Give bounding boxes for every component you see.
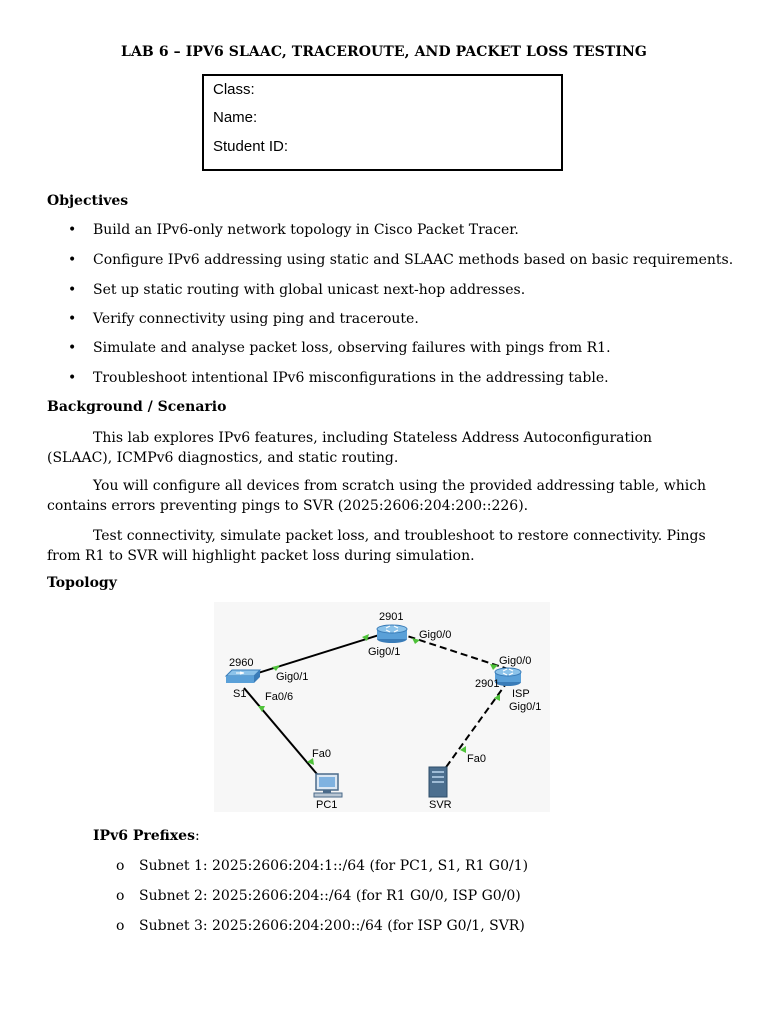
link-light-icon (490, 664, 498, 670)
student-info-box (202, 74, 563, 171)
class-label: Class: (213, 81, 255, 98)
pc-fa0-label: Fa0 (312, 748, 331, 760)
list-item: o Subnet 3: 2025:2606:204:200::/64 (for ISP G0/1, SVR) (116, 918, 525, 934)
objectives-heading: Objectives (47, 193, 129, 209)
bullet-icon: • (68, 311, 77, 327)
circle-bullet-icon: o (116, 918, 125, 934)
list-item: • Verify connectivity using ping and traceroute. (68, 311, 419, 327)
circle-bullet-icon: o (116, 858, 125, 874)
bullet-icon: • (68, 340, 77, 356)
background-paragraph: You will configure all devices from scratch using the provided addressing table, which contains errors preventing pings to SVR (2025:2606:204:200::226). (47, 478, 707, 514)
isp-gig00-label: Gig0/0 (499, 655, 532, 667)
pc1-icon[interactable] (314, 774, 342, 797)
prefixes-heading: IPv6 Prefixes: (93, 828, 200, 844)
topology-svg (214, 602, 550, 812)
switch-fa06-label: Fa0/6 (265, 691, 294, 703)
switch-model-label: 2960 (229, 657, 254, 669)
switch-s1-icon[interactable] (226, 670, 260, 683)
isp-model-label: 2901 (475, 678, 500, 690)
topology-diagram (214, 602, 550, 812)
svr-fa0-label: Fa0 (467, 753, 486, 765)
background-heading: Background / Scenario (47, 399, 227, 415)
list-item: • Simulate and analyse packet loss, observing failures with pings from R1. (68, 340, 611, 356)
server-svr-icon[interactable] (429, 767, 447, 797)
bullet-icon: • (68, 252, 77, 268)
list-item: • Configure IPv6 addressing using static and SLAAC methods based on basic requirements. (68, 252, 734, 268)
topology-heading: Topology (47, 575, 117, 591)
student-id-label: Student ID: (213, 138, 289, 155)
bullet-icon: • (68, 370, 77, 386)
list-item: o Subnet 1: 2025:2606:204:1::/64 (for PC1, S1, R1 G0/1) (116, 858, 529, 874)
bullet-icon: • (68, 282, 77, 298)
isp-gig01-label: Gig0/1 (509, 701, 542, 713)
switch-name-label: S1 (233, 688, 247, 700)
router-r1-icon[interactable] (377, 625, 407, 643)
background-paragraph: Test connectivity, simulate packet loss, and troubleshoot to restore connectivity. Pings from R1 to SVR will highlight packet loss during simulation. (47, 528, 706, 564)
bullet-icon: • (68, 222, 77, 238)
router1-gig01-label: Gig0/1 (368, 646, 401, 658)
list-item: o Subnet 2: 2025:2606:204::/64 (for R1 G0/0, ISP G0/0) (116, 888, 521, 904)
isp-name-label: ISP (512, 688, 530, 700)
router1-gig00-label: Gig0/0 (419, 629, 452, 641)
link-r1-isp (398, 633, 508, 669)
switch-gig01-label: Gig0/1 (276, 671, 309, 683)
list-item: • Troubleshoot intentional IPv6 misconfigurations in the addressing table. (68, 370, 609, 386)
router1-model-label: 2901 (379, 611, 404, 623)
circle-bullet-icon: o (116, 888, 125, 904)
name-label: Name: (213, 109, 258, 126)
lab-title: LAB 6 – IPV6 SLAAC, TRACEROUTE, AND PACKET LOSS TESTING (121, 44, 647, 60)
list-item: • Build an IPv6-only network topology in Cisco Packet Tracer. (68, 222, 519, 238)
pc-name-label: PC1 (316, 799, 338, 811)
svr-name-label: SVR (429, 799, 452, 811)
background-paragraph: This lab explores IPv6 features, including Stateless Address Autoconfiguration (SLAAC), ICMPv6 diagnostics, and static routing. (47, 430, 653, 466)
list-item: • Set up static routing with global unicast next-hop addresses. (68, 282, 526, 298)
